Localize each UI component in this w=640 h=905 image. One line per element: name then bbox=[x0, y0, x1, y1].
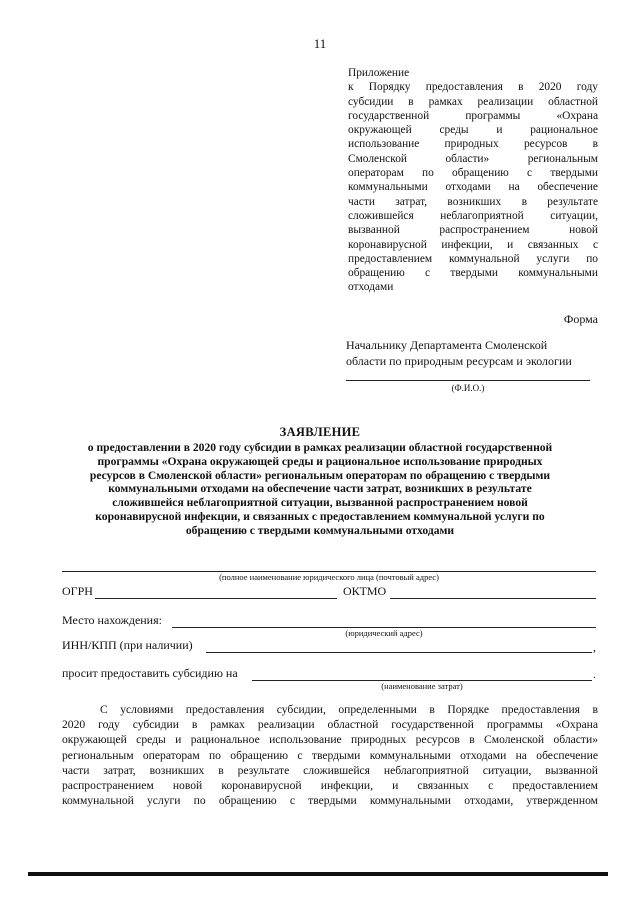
oktmo-field[interactable] bbox=[390, 597, 596, 599]
paragraph-line: распространением новой коронавирусной инфекции, и связанных с предоставлением bbox=[62, 779, 598, 793]
paragraph-line: С условиями предоставления субсидии, определенными в Порядке предоставления в bbox=[100, 703, 598, 716]
legal-address-caption: (юридический адрес) bbox=[345, 628, 423, 638]
subtitle-line: программы «Охрана окружающей среды и рациональное использование природных bbox=[97, 454, 543, 468]
appendix-block bbox=[348, 66, 598, 295]
addressee-line: области по природным ресурсам и экологии bbox=[346, 354, 572, 368]
subtitle-line: о предоставлении в 2020 году субсидии в рамках реализации областной государственной bbox=[87, 441, 553, 454]
location-label: Место нахождения: bbox=[62, 613, 162, 627]
ogrn-label: ОГРН bbox=[62, 584, 93, 598]
subtitle-line: сложившейся неблагоприятной ситуации, вызванной распространением новой bbox=[112, 496, 528, 510]
inn-kpp-field[interactable] bbox=[206, 651, 592, 653]
paragraph-line: 2020 году субсидии в рамках реализации областной государственной программы «Охрана bbox=[62, 718, 598, 732]
appendix-line: вызванной распространением новой bbox=[348, 224, 598, 237]
appendix-line: государственной программы «Охрана bbox=[348, 109, 598, 122]
organization-name-caption: (полное наименование юридического лица (почтовый адрес) bbox=[219, 572, 439, 582]
page-number: 11 bbox=[313, 36, 327, 51]
appendix-line: субсидии в рамках реализации областной bbox=[348, 95, 598, 108]
paragraph-line: коммунальной услуги по обращению с твердыми коммунальными отходами, утвержденном bbox=[62, 794, 598, 808]
subtitle-line: обращению с твердыми коммунальными отходами bbox=[185, 523, 455, 537]
form-label: Форма bbox=[563, 312, 598, 326]
inn-kpp-end: , bbox=[593, 640, 596, 654]
document-title: ЗАЯВЛЕНИЕ bbox=[279, 425, 361, 439]
subtitle-line: коронавирусной инфекции, и связанных с предоставлением коммунальной услуги по bbox=[95, 509, 545, 523]
appendix-line: части затрат, возникших в результате bbox=[348, 195, 598, 208]
document-subtitle bbox=[44, 441, 596, 538]
paragraph-line: части затрат, возникших в результате сложившейся неблагоприятной ситуации, вызванной bbox=[62, 763, 598, 777]
appendix-line: Смоленской области» региональным bbox=[348, 152, 598, 165]
conditions-paragraph bbox=[62, 702, 598, 808]
inn-kpp-label: ИНН/КПП (при наличии) bbox=[62, 638, 193, 652]
appendix-line: окружающей среды и рациональное bbox=[348, 124, 598, 137]
appendix-line: сложившейся неблагоприятной ситуации, bbox=[348, 209, 598, 222]
appendix-line: операторам по обращению с твердыми bbox=[348, 167, 598, 180]
appendix-line: коронавирусной инфекции, и связанных с bbox=[348, 238, 598, 251]
ogrn-field[interactable] bbox=[95, 597, 337, 599]
appendix-line: обращению с твердыми коммунальными bbox=[348, 267, 598, 280]
fio-signature-line[interactable] bbox=[346, 379, 590, 381]
request-label: просит предоставить субсидию на bbox=[62, 666, 238, 680]
subtitle-line: коммунальными отходами на обеспечение части затрат, возникших в результате bbox=[108, 482, 532, 496]
subtitle-line: ресурсов в Смоленской области» региональным операторам по обращению с твердыми bbox=[89, 468, 551, 482]
cost-caption: (наименование затрат) bbox=[381, 681, 463, 691]
paragraph-line: региональным операторам по обращению с твердыми коммунальными отходами на обеспечение bbox=[62, 748, 598, 762]
appendix-line: Приложение bbox=[348, 67, 410, 79]
appendix-line: отходами bbox=[348, 281, 394, 294]
appendix-line: коммунальными отходами на обеспечение bbox=[348, 181, 598, 194]
scan-edge-bar bbox=[28, 872, 608, 876]
appendix-line: использование природных ресурсов в bbox=[348, 138, 598, 151]
appendix-line: предоставлением коммунальной услуги по bbox=[348, 252, 598, 265]
paragraph-line: окружающей среды и рациональное использование природных ресурсов в Смоленской области» bbox=[62, 733, 598, 747]
addressee-line: Начальнику Департамента Смоленской bbox=[346, 338, 548, 352]
appendix-line: к Порядку предоставления в 2020 году bbox=[348, 81, 598, 94]
request-end: . bbox=[593, 667, 596, 681]
fio-caption: (Ф.И.О.) bbox=[451, 383, 485, 393]
oktmo-label: ОКТМО bbox=[343, 584, 387, 598]
addressee-block bbox=[346, 337, 600, 369]
